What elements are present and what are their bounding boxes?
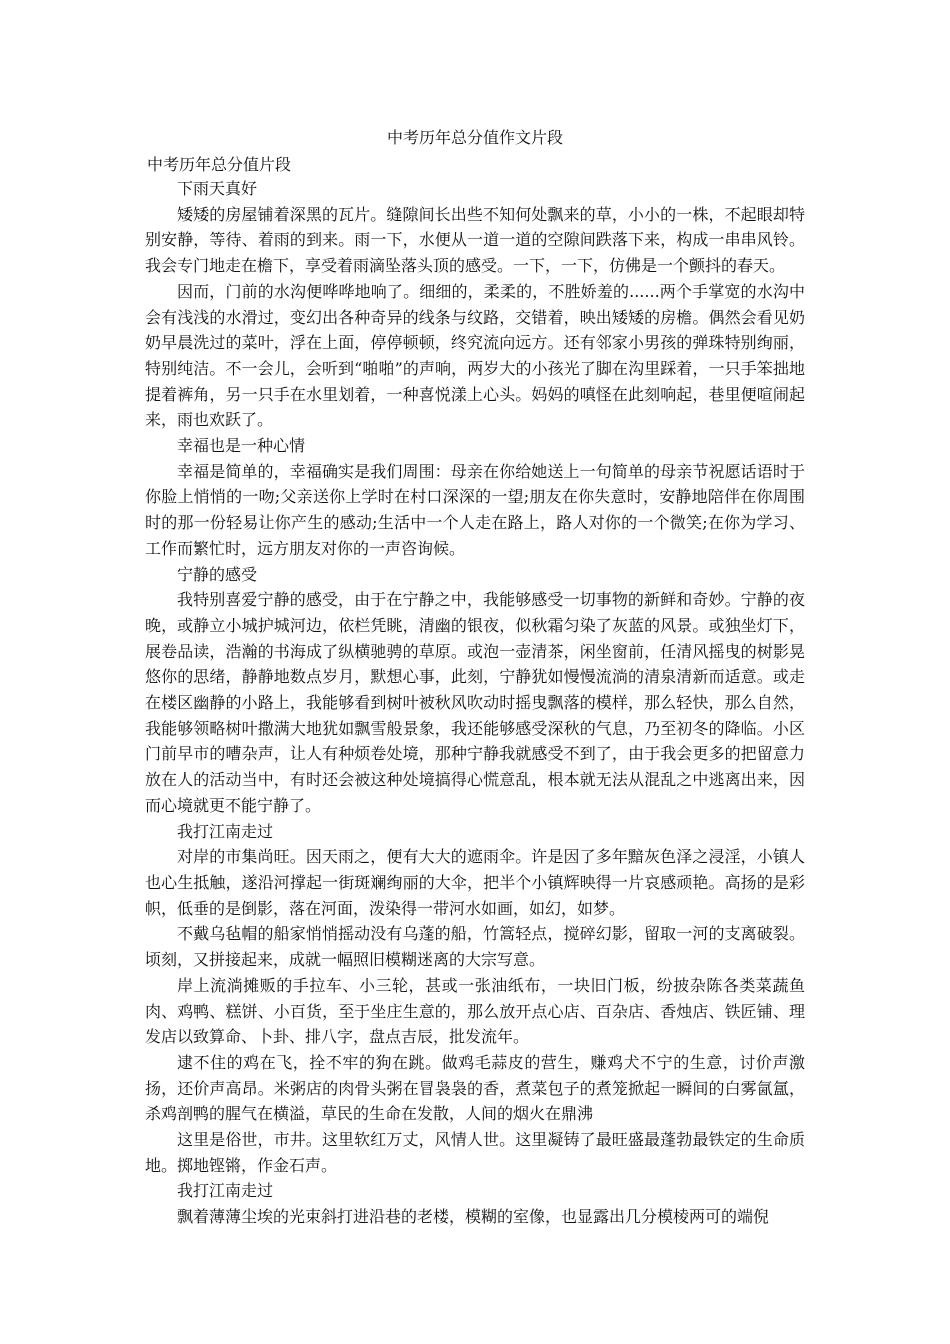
section-heading: 我打江南走过 [177, 1181, 274, 1201]
paragraph: 飘着薄薄尘埃的光束斜打进沿巷的老楼，模糊的室像，也显露出几分模棱两可的端倪 [177, 1207, 770, 1227]
paragraph: 逮不住的鸡在飞，拴不牢的狗在跳。做鸡毛蒜皮的营生，赚鸡犬不宁的生意，讨价声激扬，还价声高昂。米粥店的肉骨头粥在冒袅袅的香，煮菜包子的煮笼掀起一瞬间的白雾氤氲，杀鸡剖鸭的腥气在横溢，草民的生命在发散，人间的烟火在鼎沸 [145, 1052, 805, 1124]
paragraph: 岸上流淌摊贩的手拉车、小三轮，甚或一张油纸布，一块旧门板，纷披杂陈各类菜蔬鱼肉、鸡鸭、糕饼、小百货，至于坐庄生意的，那么放开点心店、百杂店、香烛店、铁匠铺、理发店以致算命、卜卦、排八字，盘点吉辰，批发流年。 [145, 975, 805, 1047]
section-heading: 幸福也是一种心情 [177, 436, 306, 456]
section-heading: 下雨天真好 [177, 179, 258, 198]
document-subtitle: 中考历年总分值片段 [147, 155, 292, 174]
section-heading: 宁静的感受 [177, 564, 258, 584]
paragraph: 幸福是简单的，幸福确实是我们周围：母亲在你给她送上一句简单的母亲节祝愿话语时于你脸上悄悄的一吻;父亲送你上学时在村口深深的一望;朋友在你失意时，安静地陪伴在你周围时的那一份轻易让你产生的感动;生活中一个人走在路上，路人对你的一个微笑;在你为学习、工作而繁忙时，远方朋友对你的一声咨询候。 [145, 461, 805, 558]
paragraph: 不戴乌毡帽的船家悄悄摇动没有乌蓬的船，竹篙轻点，搅碎幻影，留取一河的支离破裂。顷刻，又拼接起来，成就一幅照旧模糊迷离的大宗写意。 [145, 924, 805, 970]
paragraph: 我特别喜爱宁静的感受，由于在宁静之中，我能够感受一切事物的新鲜和奇妙。宁静的夜晚，或静立小城护城河边，依栏凭眺，清幽的银夜，似秋霜匀染了灰蓝的风景。或独坐灯下，展卷品读，浩瀚的书海成了纵横驰骋的草原。或泡一壶清茶，闲坐窗前，任清风摇曳的树影晃悠你的思绪，静静地数点岁月，默想心事，此刻，宁静犹如慢慢流淌的清泉清新而适意。或走在楼区幽静的小路上，我能够看到树叶被秋风吹动时摇曳飘落的模样，那么轻快，那么自然，我能够领略树叶撒满大地犹如飘雪般景象，我还能够感受深秋的气息，乃至初冬的降临。小区门前早市的嘈杂声，让人有种烦卷处境，那种宁静我就感受不到了，由于我会更多的把留意力放在人的活动当中，有时还会被这种处境搞得心慌意乱，根本就无法从混乱之中逃离出来，因而心境就更不能宁静了。 [145, 590, 805, 815]
paragraph: 因而，门前的水沟便哗哗地响了。细细的，柔柔的，不胜娇羞的......两个手掌宽的水沟中会有浅浅的水滑过，变幻出各种奇异的线条与纹路，交错着，映出矮矮的房檐。偶然会看见奶奶早晨洗过的菜叶，浮在上面，停停顿顿，终究流向远方。还有邻家小男孩的弹珠特别绚丽，特别纯洁。不一会儿，会听到“啪啪”的声响，两岁大的小孩光了脚在沟里踩着，一只手笨拙地提着裤角，另一只手在水里划着，一种喜悦漾上心头。妈妈的嗔怪在此刻响起，巷里便喧闹起来，雨也欢跃了。 [145, 281, 805, 430]
document-title: 中考历年总分值作文片段 [386, 128, 563, 147]
paragraph: 这里是俗世，市井。这里软红万丈，风情人世。这里凝铸了最旺盛最蓬勃最铁定的生命质地。掷地铿锵，作金石声。 [145, 1130, 805, 1175]
paragraph: 对岸的市集尚旺。因天雨之，便有大大的遮雨伞。许是因了多年黯灰色泽之浸淫，小镇人也心生抵触，遂沿河撑起一街斑斓绚丽的大伞，把半个小镇辉映得一片哀感顽艳。高扬的是彩帜，低垂的是倒影，落在河面，泼染得一带河水如画，如幻，如梦。 [145, 847, 805, 918]
section-heading: 我打江南走过 [177, 821, 274, 841]
document-body [145, 176, 805, 1230]
paragraph: 矮矮的房屋铺着深黑的瓦片。缝隙间长出些不知何处飘来的草，小小的一株，不起眼却特别安静，等待、着雨的到来。雨一下，水便从一道一道的空隙间跌落下来，构成一串串风铃。我会专门地走在檐下，享受着雨滴坠落头顶的感受。一下，一下，仿佛是一个颤抖的春天。 [145, 204, 805, 276]
